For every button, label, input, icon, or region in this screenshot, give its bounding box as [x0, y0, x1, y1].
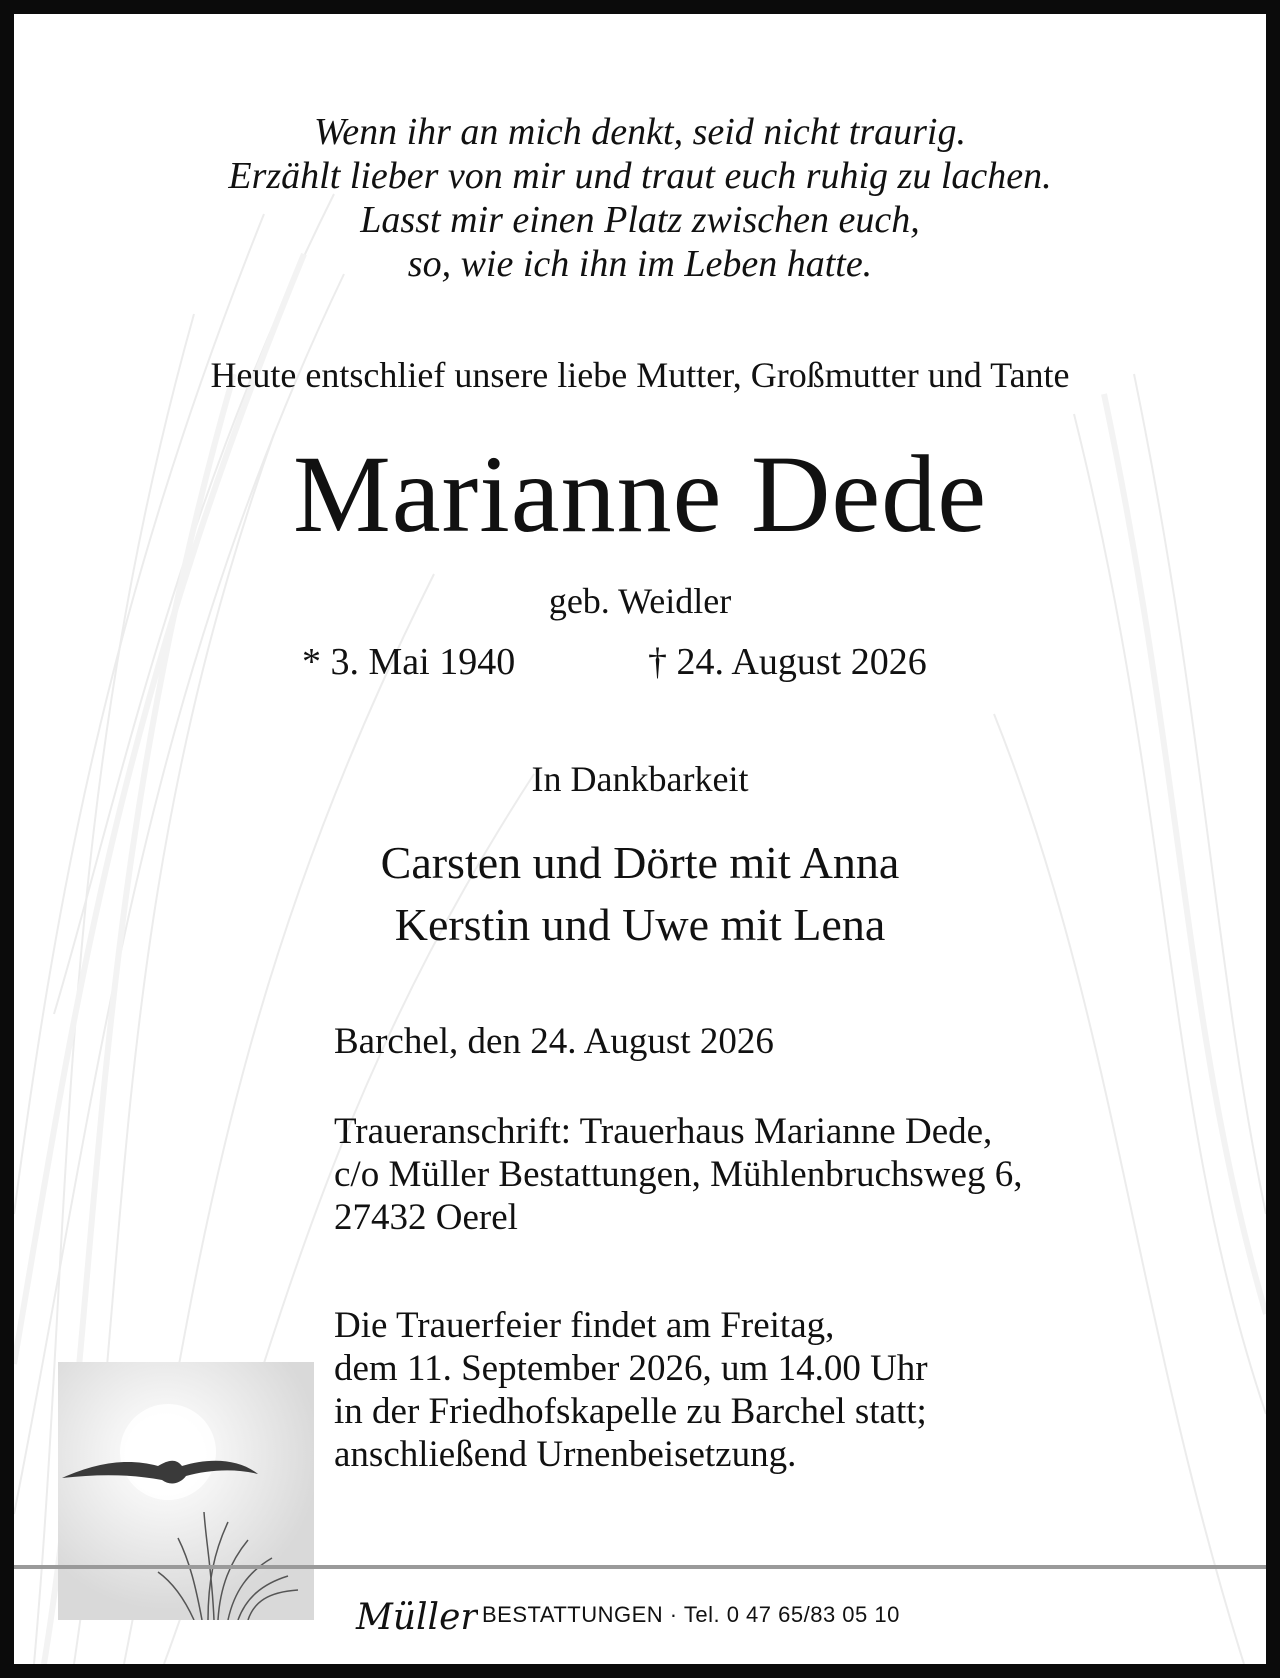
ceremony-line: dem 11. September 2026, um 14.00 Uhr	[334, 1348, 928, 1389]
death-date: † 24. August 2026	[648, 641, 927, 683]
poem-line: so, wie ich ihn im Leben hatte.	[407, 243, 873, 285]
family-line: Kerstin und Uwe mit Lena	[394, 899, 886, 950]
memorial-poem	[14, 110, 1266, 286]
birth-date: * 3. Mai 1940	[302, 641, 516, 683]
family-line: Carsten und Dörte mit Anna	[380, 837, 900, 888]
mueller-logo	[354, 1591, 478, 1639]
ceremony-line: in der Friedhofskapelle zu Barchel statt;	[334, 1391, 927, 1432]
funeral-home-footer	[354, 1590, 900, 1640]
poem-line: Wenn ihr an mich denkt, seid nicht traurig.	[314, 111, 966, 153]
mourning-address	[334, 1110, 1022, 1239]
poem-line: Lasst mir einen Platz zwischen euch,	[360, 199, 920, 241]
family-signatures	[14, 832, 1266, 956]
gratitude-line: In Dankbarkeit	[531, 759, 749, 799]
place-date: Barchel, den 24. August 2026	[334, 1021, 774, 1062]
ceremony-line: Die Trauerfeier findet am Freitag,	[334, 1305, 835, 1346]
bird-over-grass-photo	[58, 1362, 314, 1620]
svg-text:Müller: Müller	[356, 1597, 478, 1638]
notice-content	[14, 14, 1266, 1664]
ceremony-info	[334, 1304, 928, 1476]
address-line: c/o Müller Bestattungen, Mühlenbruchsweg 6,	[334, 1154, 1023, 1195]
address-line: Traueranschrift: Trauerhaus Marianne Dede,	[334, 1111, 993, 1152]
poem-line: Erzählt lieber von mir und traut euch ruhig zu lachen.	[228, 155, 1052, 197]
ceremony-line: anschließend Urnenbeisetzung.	[334, 1434, 797, 1475]
funeral-home-contact: BESTATTUNGEN · Tel. 0 47 65/83 05 10	[482, 1602, 900, 1627]
address-line: 27432 Oerel	[334, 1197, 518, 1238]
announcement-text: Heute entschlief unsere liebe Mutter, Großmutter und Tante	[210, 355, 1070, 395]
footer-divider	[14, 1565, 1266, 1569]
maiden-name: geb. Weidler	[548, 581, 732, 621]
deceased-name: Marianne Dede	[292, 433, 988, 555]
